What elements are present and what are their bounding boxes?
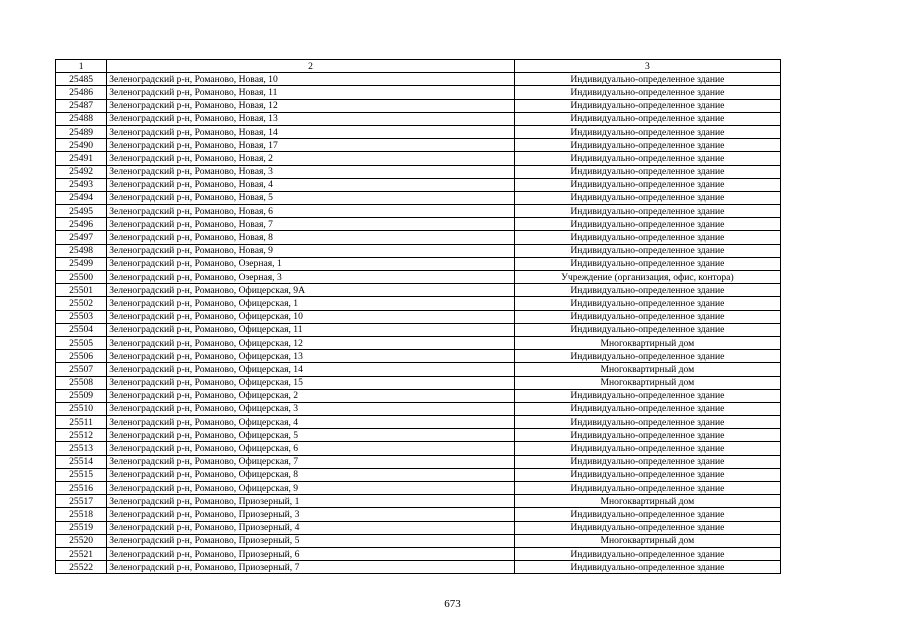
building-type-cell: Индивидуально-определенное здание (514, 152, 780, 165)
address-cell: Зеленоградский р-н, Романово, Новая, 10 (107, 73, 515, 86)
building-type-cell: Индивидуально-определенное здание (514, 416, 780, 429)
header-row (56, 60, 781, 73)
building-type-cell: Многоквартирный дом (514, 534, 780, 547)
building-type-cell: Индивидуально-определенное здание (514, 112, 780, 125)
building-type-cell: Индивидуально-определенное здание (514, 547, 780, 560)
building-type-cell: Индивидуально-определенное здание (514, 508, 780, 521)
building-type-cell: Индивидуально-определенное здание (514, 139, 780, 152)
address-cell: Зеленоградский р-н, Романово, Новая, 5 (107, 191, 515, 204)
address-cell: Зеленоградский р-н, Романово, Новая, 17 (107, 139, 515, 152)
table-row (56, 191, 781, 204)
row-number-cell: 25508 (56, 376, 107, 389)
building-type-cell: Индивидуально-определенное здание (514, 73, 780, 86)
table-row (56, 165, 781, 178)
address-cell: Зеленоградский р-н, Романово, Офицерская, 6 (107, 442, 515, 455)
address-cell: Зеленоградский р-н, Романово, Новая, 9 (107, 244, 515, 257)
table-row (56, 125, 781, 138)
address-cell: Зеленоградский р-н, Романово, Приозерный, 1 (107, 495, 515, 508)
table-row (56, 336, 781, 349)
table-row (56, 482, 781, 495)
building-type-cell: Многоквартирный дом (514, 376, 780, 389)
row-number-cell: 25493 (56, 178, 107, 191)
address-cell: Зеленоградский р-н, Романово, Офицерская, 5 (107, 429, 515, 442)
row-number-cell: 25488 (56, 112, 107, 125)
address-cell: Зеленоградский р-н, Романово, Офицерская, 8 (107, 468, 515, 481)
address-cell: Зеленоградский р-н, Романово, Новая, 11 (107, 86, 515, 99)
table-row (56, 99, 781, 112)
address-cell: Зеленоградский р-н, Романово, Офицерская, 11 (107, 323, 515, 336)
table-row (56, 297, 781, 310)
table-row (56, 376, 781, 389)
address-cell: Зеленоградский р-н, Романово, Новая, 14 (107, 125, 515, 138)
row-number-cell: 25519 (56, 521, 107, 534)
row-number-cell: 25506 (56, 350, 107, 363)
address-cell: Зеленоградский р-н, Романово, Офицерская, 1 (107, 297, 515, 310)
address-cell: Зеленоградский р-н, Романово, Офицерская, 9 (107, 482, 515, 495)
table-row (56, 468, 781, 481)
building-type-cell: Индивидуально-определенное здание (514, 284, 780, 297)
row-number-cell: 25491 (56, 152, 107, 165)
table-row (56, 271, 781, 284)
building-type-cell: Индивидуально-определенное здание (514, 297, 780, 310)
header-col-1: 1 (56, 60, 107, 73)
address-cell: Зеленоградский р-н, Романово, Офицерская, 13 (107, 350, 515, 363)
row-number-cell: 25487 (56, 99, 107, 112)
building-type-cell: Индивидуально-определенное здание (514, 310, 780, 323)
building-type-cell: Индивидуально-определенное здание (514, 429, 780, 442)
row-number-cell: 25504 (56, 323, 107, 336)
row-number-cell: 25490 (56, 139, 107, 152)
table-row (56, 205, 781, 218)
table-row (56, 310, 781, 323)
row-number-cell: 25509 (56, 389, 107, 402)
table-row (56, 534, 781, 547)
address-cell: Зеленоградский р-н, Романово, Новая, 3 (107, 165, 515, 178)
row-number-cell: 25497 (56, 231, 107, 244)
table-row (56, 389, 781, 402)
table-row (56, 323, 781, 336)
building-type-cell: Индивидуально-определенное здание (514, 218, 780, 231)
table-header (56, 60, 781, 73)
address-cell: Зеленоградский р-н, Романово, Офицерская, 12 (107, 336, 515, 349)
building-type-cell: Индивидуально-определенное здание (514, 389, 780, 402)
row-number-cell: 25485 (56, 73, 107, 86)
row-number-cell: 25496 (56, 218, 107, 231)
header-col-2: 2 (107, 60, 515, 73)
row-number-cell: 25515 (56, 468, 107, 481)
table-row (56, 86, 781, 99)
table-body (56, 73, 781, 574)
building-type-cell: Индивидуально-определенное здание (514, 99, 780, 112)
building-type-cell: Индивидуально-определенное здание (514, 455, 780, 468)
table-row (56, 521, 781, 534)
address-cell: Зеленоградский р-н, Романово, Новая, 7 (107, 218, 515, 231)
table-row (56, 416, 781, 429)
row-number-cell: 25501 (56, 284, 107, 297)
table-row (56, 547, 781, 560)
row-number-cell: 25520 (56, 534, 107, 547)
table-row (56, 218, 781, 231)
address-cell: Зеленоградский р-н, Романово, Новая, 2 (107, 152, 515, 165)
address-cell: Зеленоградский р-н, Романово, Приозерный, 3 (107, 508, 515, 521)
row-number-cell: 25521 (56, 547, 107, 560)
building-type-cell: Индивидуально-определенное здание (514, 125, 780, 138)
building-type-cell: Многоквартирный дом (514, 495, 780, 508)
address-cell: Зеленоградский р-н, Романово, Новая, 13 (107, 112, 515, 125)
table-row (56, 152, 781, 165)
address-cell: Зеленоградский р-н, Романово, Приозерный, 4 (107, 521, 515, 534)
building-type-cell: Индивидуально-определенное здание (514, 468, 780, 481)
table-row (56, 139, 781, 152)
building-type-cell: Индивидуально-определенное здание (514, 191, 780, 204)
building-type-cell: Индивидуально-определенное здание (514, 86, 780, 99)
table-row (56, 178, 781, 191)
address-cell: Зеленоградский р-н, Романово, Приозерный, 5 (107, 534, 515, 547)
address-cell: Зеленоградский р-н, Романово, Новая, 6 (107, 205, 515, 218)
row-number-cell: 25489 (56, 125, 107, 138)
row-number-cell: 25516 (56, 482, 107, 495)
row-number-cell: 25518 (56, 508, 107, 521)
building-type-cell: Индивидуально-определенное здание (514, 231, 780, 244)
table-row (56, 231, 781, 244)
address-cell: Зеленоградский р-н, Романово, Офицерская, 7 (107, 455, 515, 468)
address-table (55, 59, 781, 574)
address-cell: Зеленоградский р-н, Романово, Озерная, 3 (107, 271, 515, 284)
building-type-cell: Многоквартирный дом (514, 336, 780, 349)
row-number-cell: 25512 (56, 429, 107, 442)
building-type-cell: Индивидуально-определенное здание (514, 244, 780, 257)
address-cell: Зеленоградский р-н, Романово, Офицерская, 4 (107, 416, 515, 429)
table-row (56, 561, 781, 574)
table-row (56, 429, 781, 442)
row-number-cell: 25495 (56, 205, 107, 218)
header-col-3: 3 (514, 60, 780, 73)
building-type-cell: Индивидуально-определенное здание (514, 482, 780, 495)
address-cell: Зеленоградский р-н, Романово, Новая, 4 (107, 178, 515, 191)
row-number-cell: 25494 (56, 191, 107, 204)
row-number-cell: 25499 (56, 257, 107, 270)
table-row (56, 508, 781, 521)
address-cell: Зеленоградский р-н, Романово, Новая, 8 (107, 231, 515, 244)
building-type-cell: Учреждение (организация, офис, контора) (514, 271, 780, 284)
building-type-cell: Индивидуально-определенное здание (514, 205, 780, 218)
row-number-cell: 25517 (56, 495, 107, 508)
table-row (56, 112, 781, 125)
row-number-cell: 25503 (56, 310, 107, 323)
table-row (56, 350, 781, 363)
address-cell: Зеленоградский р-н, Романово, Офицерская, 3 (107, 402, 515, 415)
row-number-cell: 25507 (56, 363, 107, 376)
building-type-cell: Индивидуально-определенное здание (514, 350, 780, 363)
building-type-cell: Индивидуально-определенное здание (514, 257, 780, 270)
table-row (56, 455, 781, 468)
row-number-cell: 25514 (56, 455, 107, 468)
table-row (56, 73, 781, 86)
building-type-cell: Индивидуально-определенное здание (514, 402, 780, 415)
building-type-cell: Индивидуально-определенное здание (514, 561, 780, 574)
row-number-cell: 25511 (56, 416, 107, 429)
address-cell: Зеленоградский р-н, Романово, Офицерская, 2 (107, 389, 515, 402)
row-number-cell: 25486 (56, 86, 107, 99)
row-number-cell: 25513 (56, 442, 107, 455)
table-row (56, 402, 781, 415)
building-type-cell: Индивидуально-определенное здание (514, 178, 780, 191)
address-cell: Зеленоградский р-н, Романово, Офицерская, 9А (107, 284, 515, 297)
building-type-cell: Индивидуально-определенное здание (514, 165, 780, 178)
address-cell: Зеленоградский р-н, Романово, Новая, 12 (107, 99, 515, 112)
building-type-cell: Индивидуально-определенное здание (514, 442, 780, 455)
row-number-cell: 25505 (56, 336, 107, 349)
table-row (56, 363, 781, 376)
table-row (56, 442, 781, 455)
row-number-cell: 25510 (56, 402, 107, 415)
table-row (56, 257, 781, 270)
building-type-cell: Индивидуально-определенное здание (514, 521, 780, 534)
table-row (56, 244, 781, 257)
address-cell: Зеленоградский р-н, Романово, Офицерская, 15 (107, 376, 515, 389)
row-number-cell: 25522 (56, 561, 107, 574)
table-row (56, 495, 781, 508)
row-number-cell: 25502 (56, 297, 107, 310)
building-type-cell: Многоквартирный дом (514, 363, 780, 376)
building-type-cell: Индивидуально-определенное здание (514, 323, 780, 336)
page-number: 673 (444, 598, 461, 610)
address-cell: Зеленоградский р-н, Романово, Приозерный, 7 (107, 561, 515, 574)
address-cell: Зеленоградский р-н, Романово, Озерная, 1 (107, 257, 515, 270)
table-row (56, 284, 781, 297)
row-number-cell: 25498 (56, 244, 107, 257)
row-number-cell: 25500 (56, 271, 107, 284)
address-cell: Зеленоградский р-н, Романово, Офицерская, 14 (107, 363, 515, 376)
row-number-cell: 25492 (56, 165, 107, 178)
address-cell: Зеленоградский р-н, Романово, Офицерская, 10 (107, 310, 515, 323)
address-cell: Зеленоградский р-н, Романово, Приозерный, 6 (107, 547, 515, 560)
